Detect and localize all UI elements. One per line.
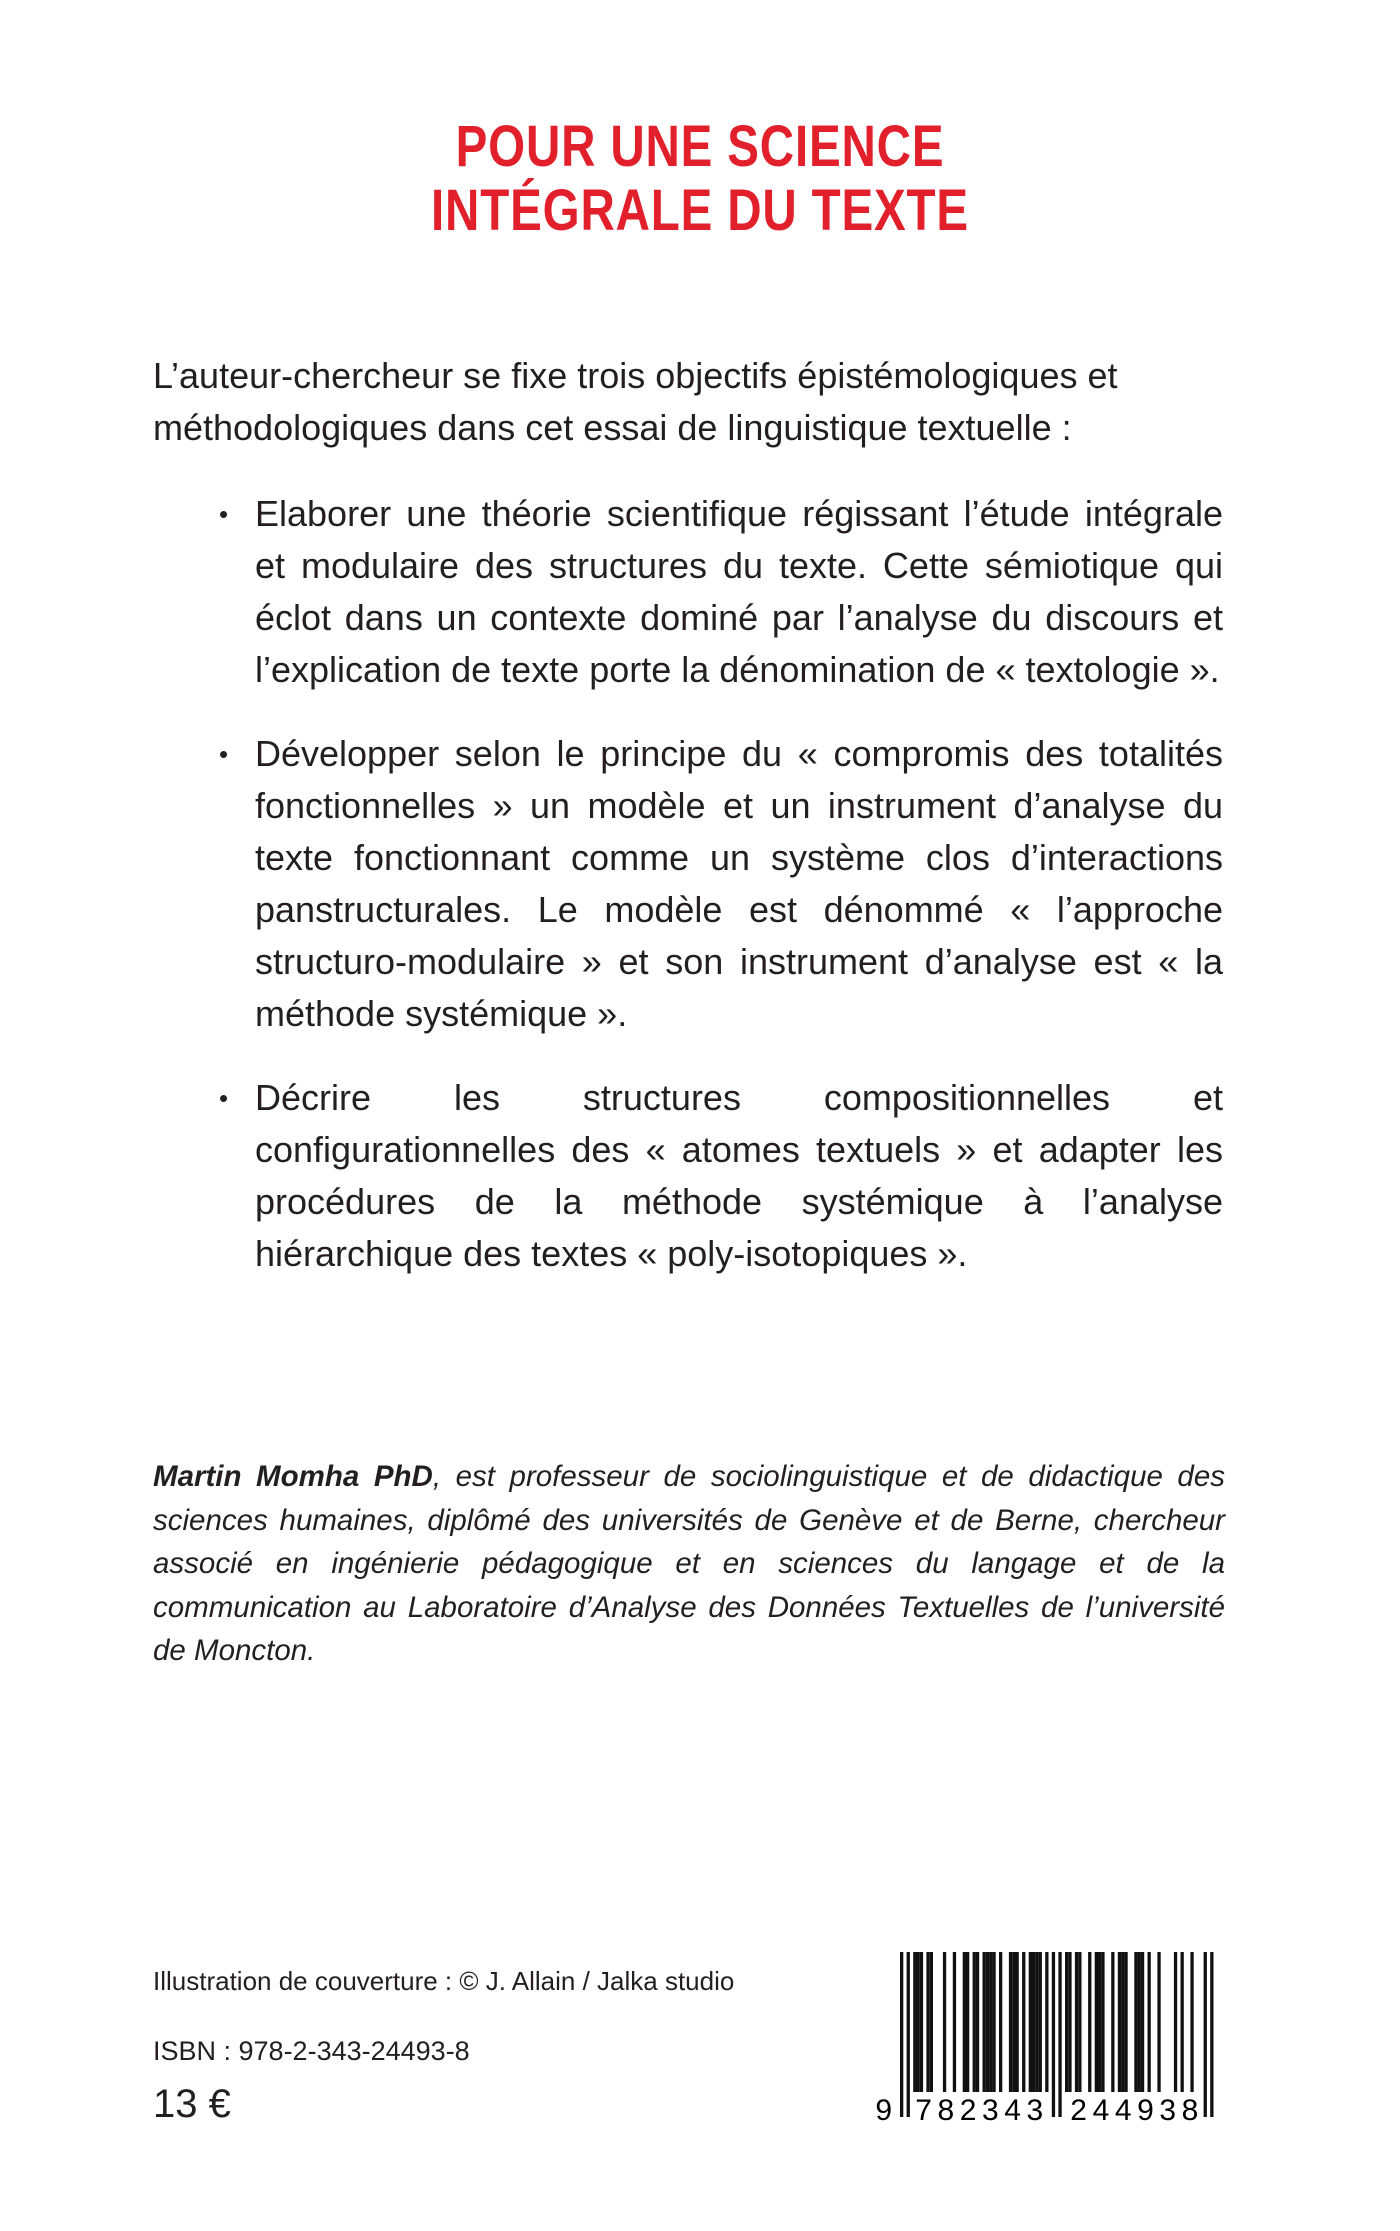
barcode-bar	[1174, 1952, 1177, 2092]
barcode-bar	[1141, 1952, 1144, 2092]
barcode-bar	[1052, 1952, 1055, 2117]
title-line-2: INTÉGRALE DU TEXTE	[431, 178, 969, 243]
objective-item: • Développer selon le principe du « compromis des totalités fonctionnelles » un modèle et un instrument d’analyse du texte fonctionnant comme un système clos d’interactions panstructurales. Le modèle est dénommé « l’approche structuro-modulaire » et son instrument d’analyse est « la méthode systémique ».	[255, 728, 1223, 1040]
barcode-bar	[1101, 1952, 1104, 2092]
barcode-bar	[926, 1952, 929, 2092]
barcode-bar	[1065, 1952, 1068, 2092]
barcode-bar	[1095, 1952, 1098, 2092]
barcode-digits: 244938	[1070, 2094, 1199, 2127]
objective-item: • Décrire les structures compositionnelles et configurationnelles des « atomes textuels » et adapter les procédures de la méthode systémique à l’analyse hiérarchique des textes « poly-isotopiques ».	[255, 1072, 1223, 1280]
intro-paragraph: L’auteur-chercheur se fixe trois objectifs épistémologiques et méthodologiques dans cet essai de linguistique textuelle :	[153, 355, 1118, 448]
barcode-bar	[1118, 1952, 1121, 2092]
barcode-bar	[1181, 1952, 1184, 2092]
author-bio-text: , est professeur de sociolinguistique et de didactique des sciences humaines, diplômé des universités de Genève et de Berne, chercheur associé en ingénierie pédagogique et en sciences du langage et de la communication au Laboratoire d’Analyse des Données Textuelles de l’université de Moncton.	[153, 1460, 1225, 1667]
barcode-bar	[917, 1952, 920, 2092]
barcode-bar	[1016, 1952, 1019, 2092]
barcode-bar	[1032, 1952, 1035, 2092]
barcode-bar	[907, 1952, 910, 2117]
barcode-bar	[1204, 1952, 1207, 2117]
barcode-bar	[1098, 1952, 1101, 2092]
barcode-bar	[986, 1952, 989, 2092]
barcode-bar	[1022, 1952, 1025, 2092]
title-line-1: POUR UNE SCIENCE	[455, 114, 945, 179]
barcode-bar	[1078, 1952, 1081, 2092]
barcode-bar	[1039, 1952, 1042, 2092]
barcode-bar	[1210, 1952, 1213, 2117]
barcode-bar	[1111, 1952, 1114, 2092]
objectives-list	[255, 488, 1223, 1312]
barcode-bar	[1035, 1952, 1038, 2092]
barcode-bar	[943, 1952, 946, 2092]
barcode-bar	[930, 1952, 933, 2092]
barcode-bar	[1045, 1952, 1048, 2092]
barcode-bar	[992, 1952, 995, 2092]
barcode-bar	[1148, 1952, 1151, 2092]
author-bio	[153, 1455, 1225, 1673]
barcode-bar	[920, 1952, 923, 2092]
objective-item: • Elaborer une théorie scientifique régissant l’étude intégrale et modulaire des structures du texte. Cette sémiotique qui éclot dans un contexte dominé par l’analyse du discours et l’explication de texte porte la dénomination de « textologie ».	[255, 488, 1223, 696]
barcode-bar	[953, 1952, 956, 2092]
barcode-bar	[973, 1952, 976, 2092]
barcode-bar	[989, 1952, 992, 2092]
barcode-bar	[1121, 1952, 1124, 2092]
cover-credit: Illustration de couverture : © J. Allain / Jalka studio	[153, 1966, 735, 1996]
barcode-digits: 782343	[915, 2094, 1044, 2127]
barcode-bar	[1138, 1952, 1141, 2092]
barcode-bar	[1012, 1952, 1015, 2092]
barcode-bar	[1134, 1952, 1137, 2092]
isbn: ISBN : 978-2-343-24493-8	[153, 2036, 470, 2066]
barcode-bar	[1075, 1952, 1078, 2092]
barcode-bar	[1009, 1952, 1012, 2092]
author-name: Martin Momha PhD	[153, 1460, 433, 1493]
barcode-bar	[999, 1952, 1002, 2092]
barcode-bar	[1157, 1952, 1160, 2092]
barcode-bar	[976, 1952, 979, 2092]
barcode-bar	[1124, 1952, 1127, 2092]
barcode-digits: 9	[875, 2094, 892, 2127]
barcode-bar	[983, 1952, 986, 2092]
barcode	[860, 1952, 1220, 2132]
barcode-bar	[966, 1952, 969, 2092]
barcode-bar	[963, 1952, 966, 2092]
barcode-bar	[1190, 1952, 1193, 2092]
barcode-bar	[1088, 1952, 1091, 2092]
barcode-bar	[913, 1952, 916, 2092]
barcode-bar	[1058, 1952, 1061, 2117]
price: 13 €	[153, 2082, 231, 2126]
barcode-bar	[1068, 1952, 1071, 2092]
barcode-bar	[900, 1952, 903, 2117]
barcode-bar	[1029, 1952, 1032, 2092]
book-title	[0, 115, 1400, 243]
